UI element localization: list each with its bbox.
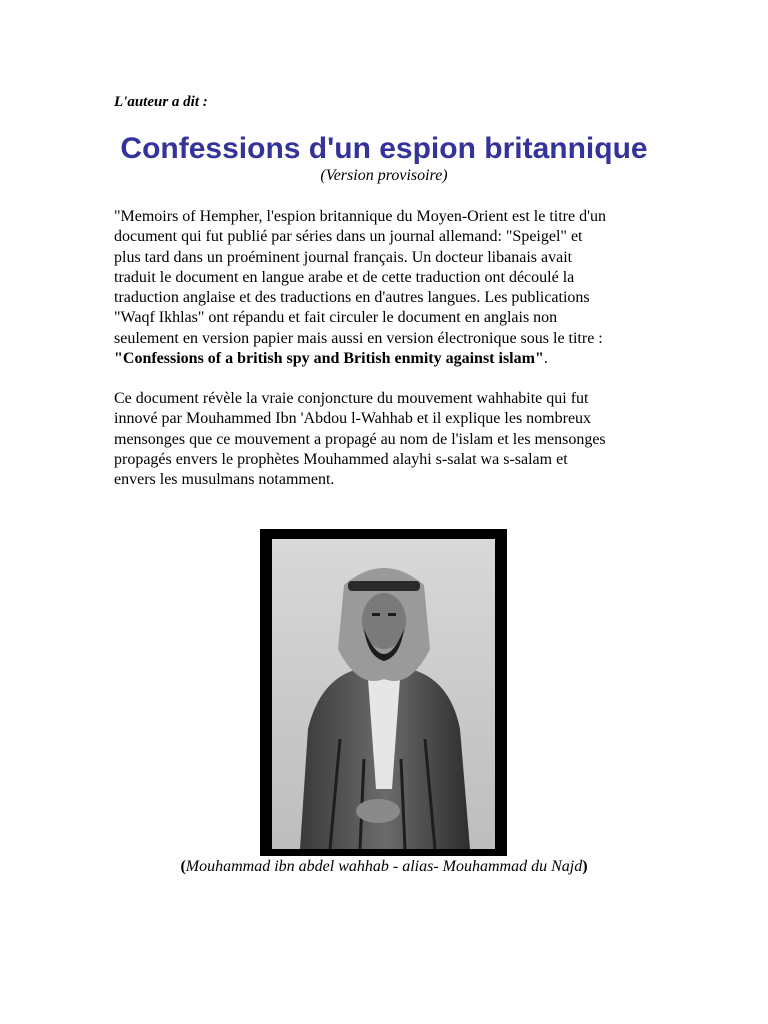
paragraph-line-bold xyxy=(114,349,674,369)
caption-close-paren: ) xyxy=(582,858,588,875)
caption-open-paren: ( xyxy=(180,858,186,875)
paragraph-line: plus tard dans un proéminent journal français. Un docteur libanais avait xyxy=(114,248,573,266)
caption-text: Mouhammad ibn abdel wahhab - alias- Mouhammad du Najd xyxy=(185,858,583,875)
paragraph-line: mensonges que ce mouvement a propagé au nom de l'islam et les mensonges xyxy=(114,430,606,448)
sentence-period: . xyxy=(543,350,548,368)
document-subtitle: (Version provisoire) xyxy=(320,167,448,184)
paragraph-line: seulement en version papier mais aussi en version électronique sous le titre : xyxy=(114,329,603,347)
portrait-illustration xyxy=(260,529,507,856)
book-english-title: "Confessions of a british spy and British enmity against islam" xyxy=(114,350,544,368)
paragraph-line: "Memoirs of Hempher, l'espion britannique du Moyen-Orient est le titre d'un xyxy=(114,208,606,225)
document-title: Confessions d'un espion britannique xyxy=(120,132,648,165)
paragraph-line: traduction anglaise et des traductions en d'autres langues. Les publications xyxy=(114,289,590,307)
paragraph-line: innové par Mouhammed Ibn 'Abdou l-Wahhab et il explique les nombreux xyxy=(114,410,592,428)
paragraph-line: traduit le document en langue arabe et de cette traduction ont découlé la xyxy=(114,268,575,286)
author-line: L'auteur a dit : xyxy=(114,94,208,110)
paragraph-line: "Waqf Ikhlas" ont répandu et fait circuler le document en anglais non xyxy=(114,309,558,327)
paragraph-line: envers les musulmans notamment. xyxy=(114,471,335,489)
paragraph-line: propagés envers le prophètes Mouhammed alayhi s-salat wa s-salam et xyxy=(114,450,568,468)
figure-caption xyxy=(0,857,768,877)
paragraph-line: document qui fut publié par séries dans un journal allemand: "Speigel" et xyxy=(114,228,583,246)
paragraph-line: Ce document révèle la vraie conjoncture du mouvement wahhabite qui fut xyxy=(114,390,589,407)
portrait-photo xyxy=(260,529,507,856)
paragraph-description xyxy=(114,389,674,490)
paragraph-intro xyxy=(114,207,674,369)
